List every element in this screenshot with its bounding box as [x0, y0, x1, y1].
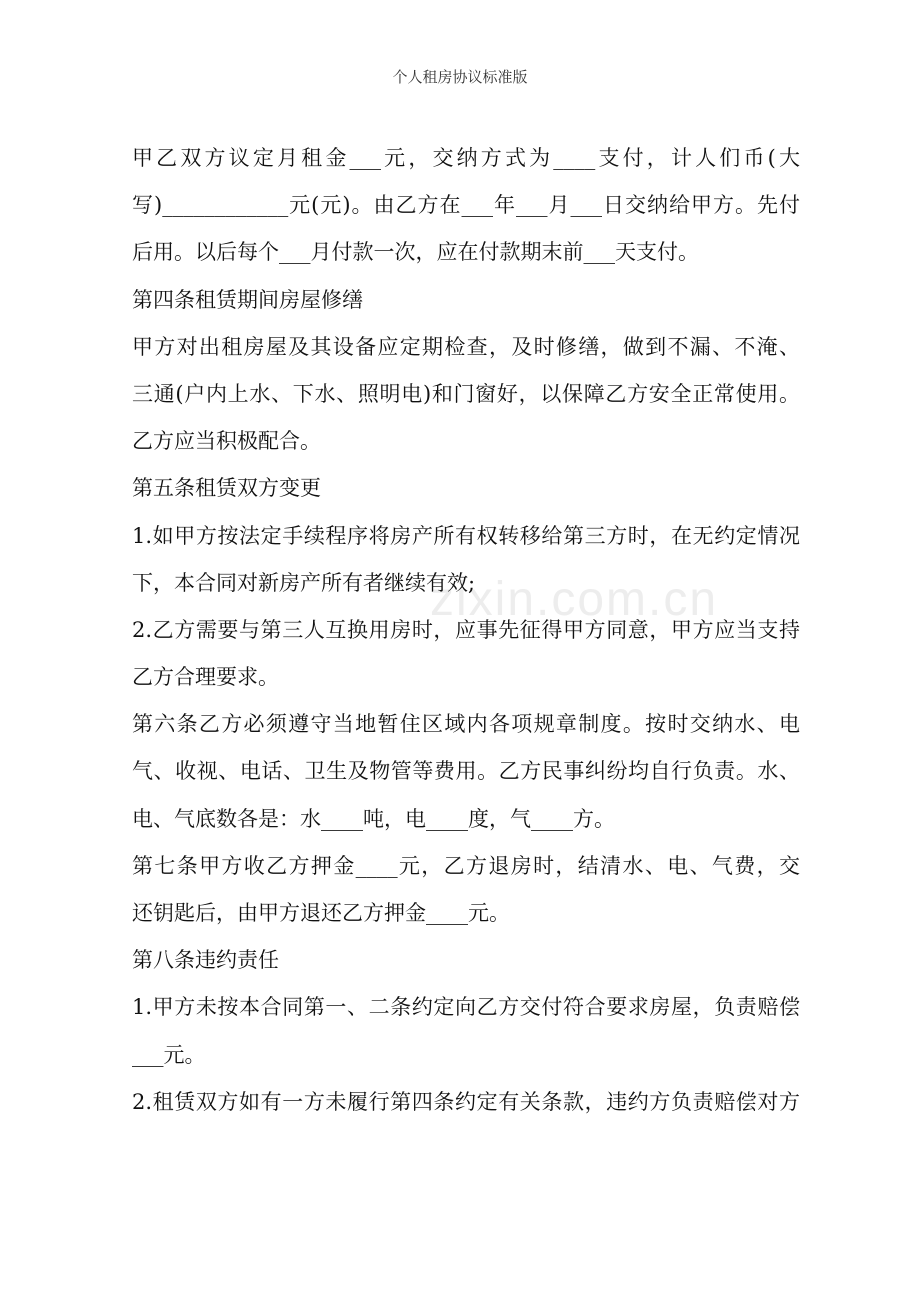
body-line: 下，本合同对新房产所有者继续有效; [132, 570, 476, 595]
page-header-title: 个人租房协议标准版 [392, 68, 528, 86]
watermark: zixin.com.cn [430, 573, 719, 626]
body-line: 乙方合理要求。 [132, 665, 279, 690]
body-line: 第六条乙方必须遵守当地暂住区域内各项规章制度。按时交纳水、电 [132, 712, 800, 737]
body-line: 甲乙双方议定月租金___元，交纳方式为____支付，计人们币(大 [132, 146, 800, 170]
body-line: 后用。以后每个___月付款一次，应在付款期末前___天支付。 [132, 240, 699, 265]
body-line: 乙方应当积极配合。 [132, 429, 321, 454]
body-line: 三通(户内上水、下水、照明电)和门窗好，以保障乙方安全正常使用。 [132, 381, 800, 406]
body-line: 2.乙方需要与第三人互换用房时，应事先征得甲方同意，甲方应当支持 [132, 617, 800, 642]
document-body [132, 139, 800, 1130]
section-heading: 第五条租赁双方变更 [132, 476, 321, 501]
body-line: 第七条甲方收乙方押金____元，乙方退房时，结清水、电、气费，交 [132, 853, 800, 878]
body-line: ___元。 [132, 1042, 206, 1067]
section-heading: 第八条违约责任 [132, 948, 279, 973]
body-line: 2.租赁双方如有一方未履行第四条约定有关条款，违约方负责赔偿对方 [132, 1089, 800, 1114]
body-line: 电、气底数各是：水____吨，电____度，气____方。 [132, 806, 615, 831]
body-line: 还钥匙后，由甲方退还乙方押金____元。 [132, 901, 510, 925]
section-heading: 第四条租赁期间房屋修缮 [132, 287, 363, 312]
body-line: 气、收视、电话、卫生及物管等费用。乙方民事纠纷均自行负责。水、 [132, 759, 800, 784]
body-line: 写)____________元(元)。由乙方在___年___月___日交纳给甲方。先付 [132, 193, 800, 218]
body-line: 甲方对出租房屋及其设备应定期检查，及时修缮，做到不漏、不淹、 [132, 334, 800, 359]
body-line: 1.甲方未按本合同第一、二条约定向乙方交付符合要求房屋，负责赔偿 [132, 995, 800, 1020]
body-line: 1.如甲方按法定手续程序将房产所有权转移给第三方时，在无约定情况 [132, 523, 800, 548]
